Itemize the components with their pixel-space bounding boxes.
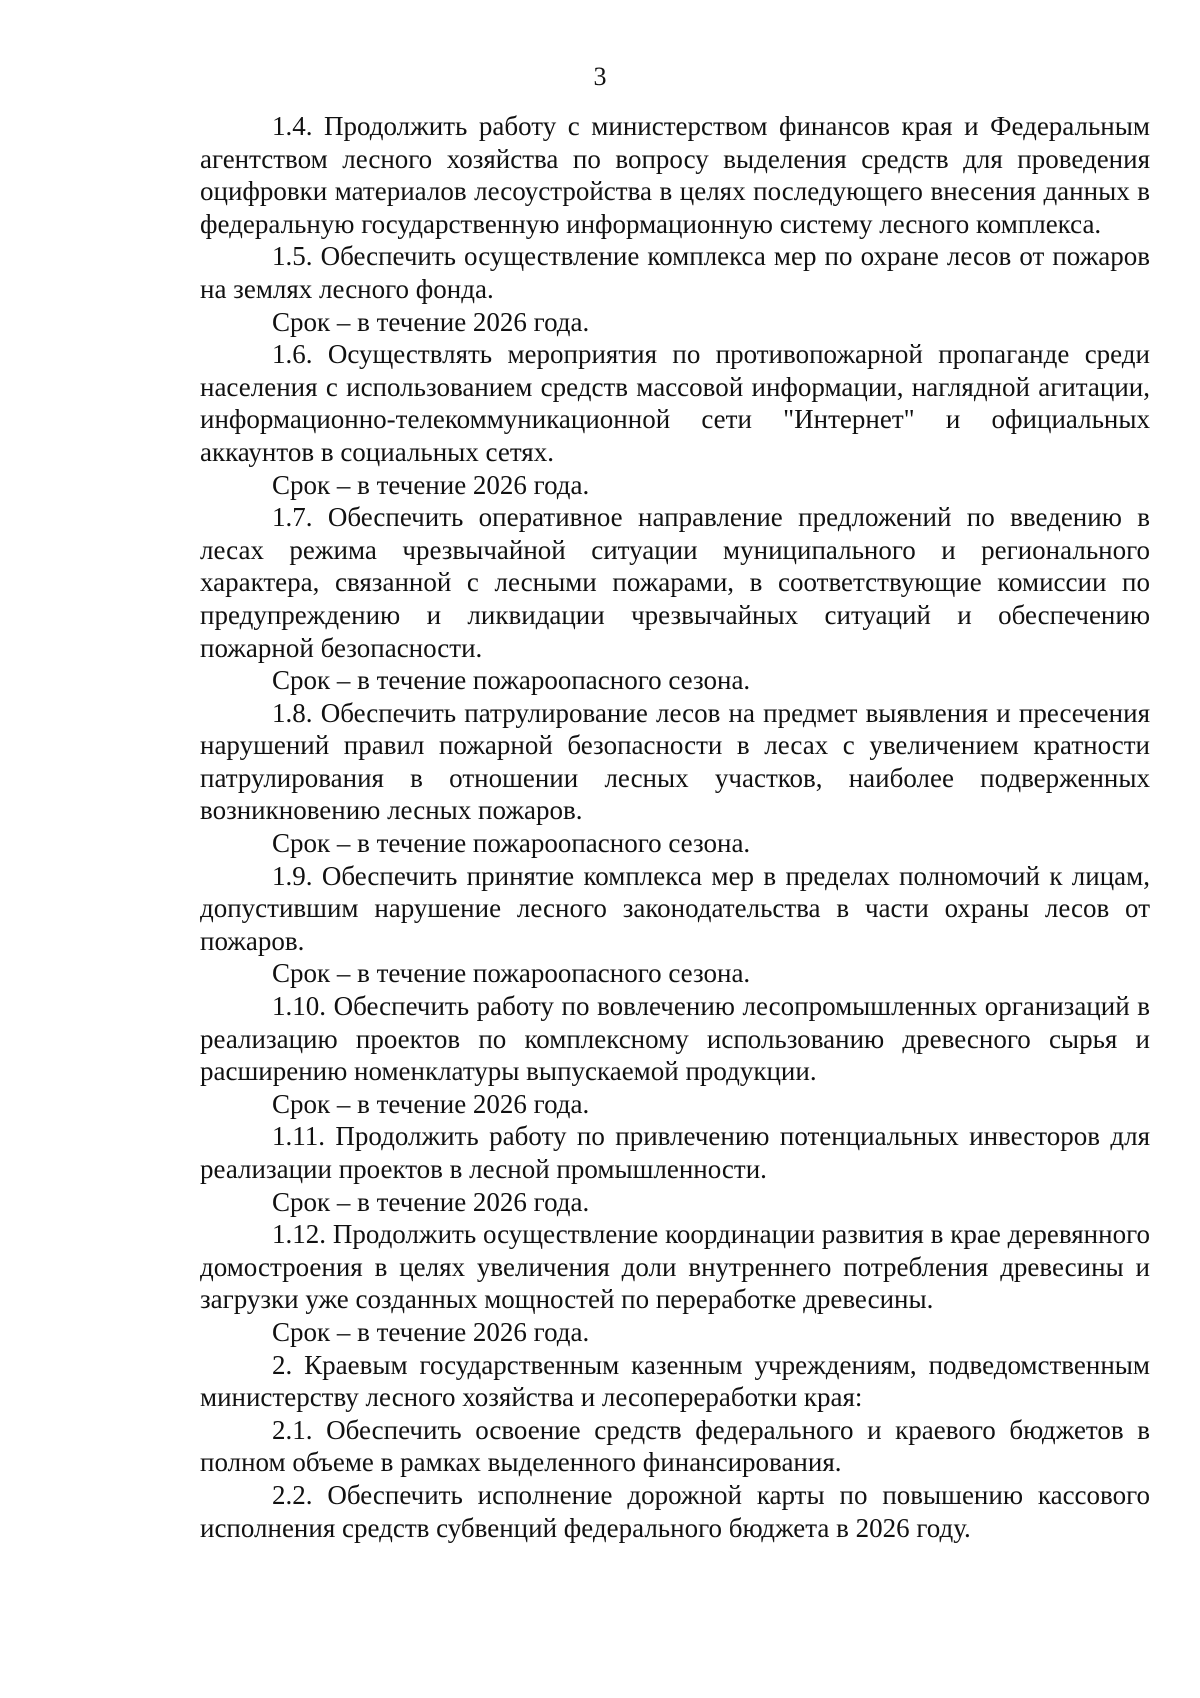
paragraph-1-12: 1.12. Продолжить осуществление координации развития в крае деревянного домостроения в целях увеличения доли внутреннего потребления древесины и загрузки уже созданных мощностей по переработке древесины. [200,1219,1150,1315]
paragraph-1-10: 1.10. Обеспечить работу по вовлечению лесопромышленных организаций в реализацию проектов по комплексному использованию древесного сырья и расширению номенклатуры выпускаемой продукции. [200,991,1150,1087]
paragraph-2-2: 2.2. Обеспечить исполнение дорожной карты по повышению кассового исполнения средств субвенций федерального бюджета в 2026 году. [200,1479,1150,1543]
deadline-1-9: Срок – в течение пожароопасного сезона. [272,958,751,989]
deadline-1-7: Срок – в течение пожароопасного сезона. [272,665,751,696]
paragraph-1-4: 1.4. Продолжить работу с министерством финансов края и Федеральным агентством лесного хозяйства по вопросу выделения средств для проведения оцифровки материалов лесоустройства в целях последующего внесения данных в федеральную государственную информационную систему лесного комплекса. [200,111,1150,239]
deadline-1-5: Срок – в течение 2026 года. [272,306,590,337]
paragraph-1-6: 1.6. Осуществлять мероприятия по противопожарной пропаганде среди населения с использованием средств массовой информации, наглядной агитации, информационно-телекоммуникационной сети "Интернет" и официальных аккаунтов в социальных сетях. [200,339,1150,467]
paragraph-1-7: 1.7. Обеспечить оперативное направление предложений по введению в лесах режима чрезвычайной ситуации муниципального и регионального характера, связанной с лесными пожарами, в соответствующие комиссии по предупреждению и ликвидации чрезвычайных ситуаций и обеспечению пожарной безопасности. [200,502,1150,663]
paragraph-1-11: 1.11. Продолжить работу по привлечению потенциальных инвесторов для реализации проектов в лесной промышленности. [200,1121,1150,1184]
paragraph-2-1: 2.1. Обеспечить освоение средств федерального и краевого бюджетов в полном объеме в рамках выделенного финансирования. [200,1414,1150,1478]
page-number: 3 [593,62,607,91]
deadline-1-10: Срок – в течение 2026 года. [272,1088,590,1119]
document-body [200,110,1150,1544]
paragraph-1-8: 1.8. Обеспечить патрулирование лесов на предмет выявления и пресечения нарушений правил пожарной безопасности в лесах с увеличением кратности патрулирования в отношении лесных участков, наиболее подверженных возникновению лесных пожаров. [200,697,1150,826]
deadline-1-6: Срок – в течение 2026 года. [272,469,590,500]
deadline-1-8: Срок – в течение пожароопасного сезона. [272,828,751,859]
paragraph-1-9: 1.9. Обеспечить принятие комплекса мер в пределах полномочий к лицам, допустившим нарушение лесного законодательства в части охраны лесов от пожаров. [200,860,1150,956]
deadline-1-11: Срок – в течение 2026 года. [272,1186,590,1217]
deadline-1-12: Срок – в течение 2026 года. [272,1316,590,1347]
paragraph-1-5: 1.5. Обеспечить осуществление комплекса мер по охране лесов от пожаров на землях лесного фонда. [200,241,1150,304]
paragraph-2: 2. Краевым государственным казенным учреждениям, подведомственным министерству лесного хозяйства и лесопереработки края: [200,1349,1150,1413]
